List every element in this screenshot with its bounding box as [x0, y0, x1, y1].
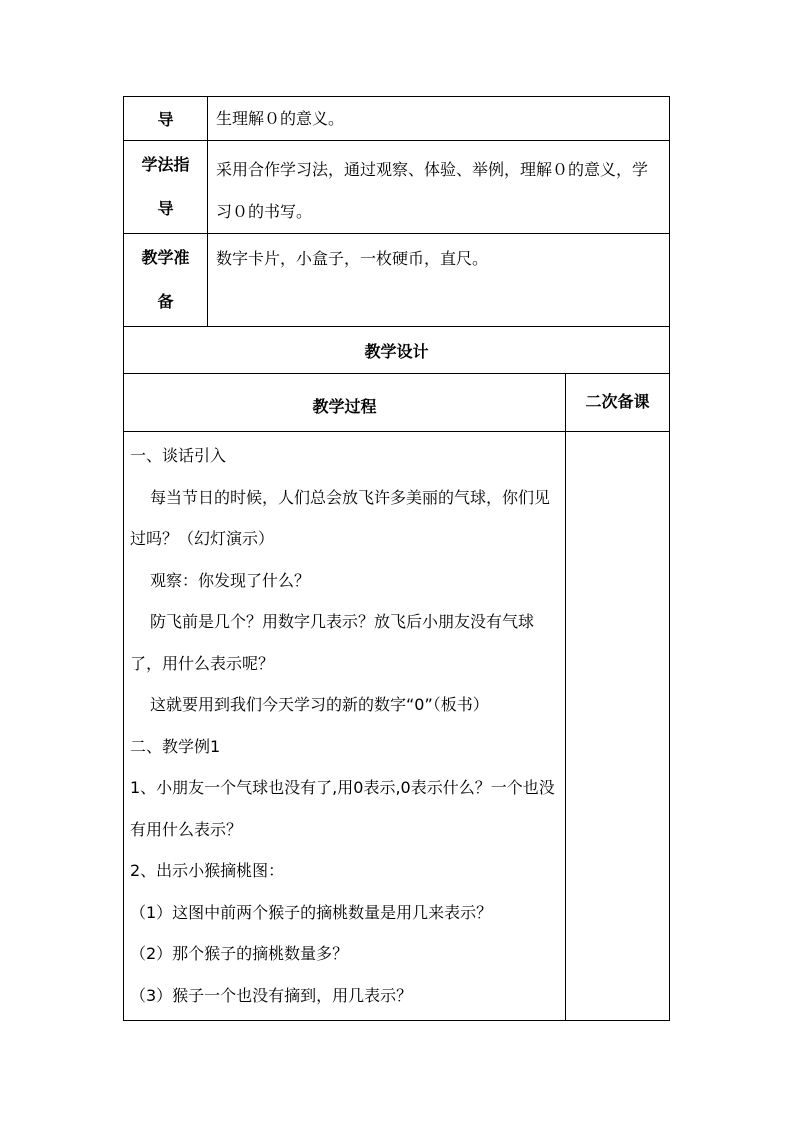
study-method-label — [124, 141, 208, 234]
preparation-row — [124, 234, 670, 327]
preparation-label-line2: 备 — [157, 292, 174, 311]
guide-row — [124, 97, 670, 141]
study-method-label-line2: 导 — [157, 199, 174, 218]
process-line: 这就要用到我们今天学习的新的数字“0”（板书） — [150, 695, 489, 714]
process-content-row — [124, 432, 670, 1021]
design-header: 教学设计 — [124, 327, 670, 374]
process-line: 观察：你发现了什么？ — [150, 570, 311, 590]
process-header: 教学过程 — [124, 374, 566, 432]
study-method-label-line1: 学法指 — [141, 155, 190, 174]
process-line: 一、谈话引入 — [130, 446, 227, 465]
process-line: （2）那个猴子的摘桃数量多？ — [130, 944, 349, 963]
process-line: （1）这图中前两个猴子的摘桃数量是用几来表示？ — [130, 902, 493, 922]
second-prep-header: 二次备课 — [566, 374, 670, 432]
process-header-row — [124, 374, 670, 432]
process-content — [124, 432, 566, 1021]
preparation-label-line1: 教学准 — [141, 248, 190, 267]
study-method-row — [124, 141, 670, 234]
study-method-text: 采用合作学习法，通过观察、体验、举例，理解０的意义，学习０的书写。 — [208, 141, 670, 234]
guide-text: 生理解０的意义。 — [208, 97, 670, 141]
process-line: 二、教学例1 — [130, 736, 221, 756]
preparation-label — [124, 234, 208, 327]
process-line: 防飞前是几个？用数字几表示？放飞后小朋友没有气球了，用什么表示呢？ — [130, 612, 535, 673]
process-line: 2、出示小猴摘桃图： — [130, 861, 285, 880]
lesson-plan-table — [123, 96, 670, 1021]
preparation-text: 数字卡片，小盒子，一枚硬币，直尺。 — [208, 234, 670, 327]
second-prep-content — [566, 432, 670, 1021]
process-line: 1、小朋友一个气球也没有了,用0表示,0表示什么？一个也没有用什么表示？ — [130, 778, 555, 839]
process-line: 每当节日的时候，人们总会放飞许多美丽的气球，你们见过吗？（幻灯演示） — [130, 487, 551, 548]
process-line: （3）猴子一个也没有摘到，用几表示？ — [130, 985, 413, 1005]
guide-label: 导 — [124, 97, 208, 141]
design-header-row — [124, 327, 670, 374]
